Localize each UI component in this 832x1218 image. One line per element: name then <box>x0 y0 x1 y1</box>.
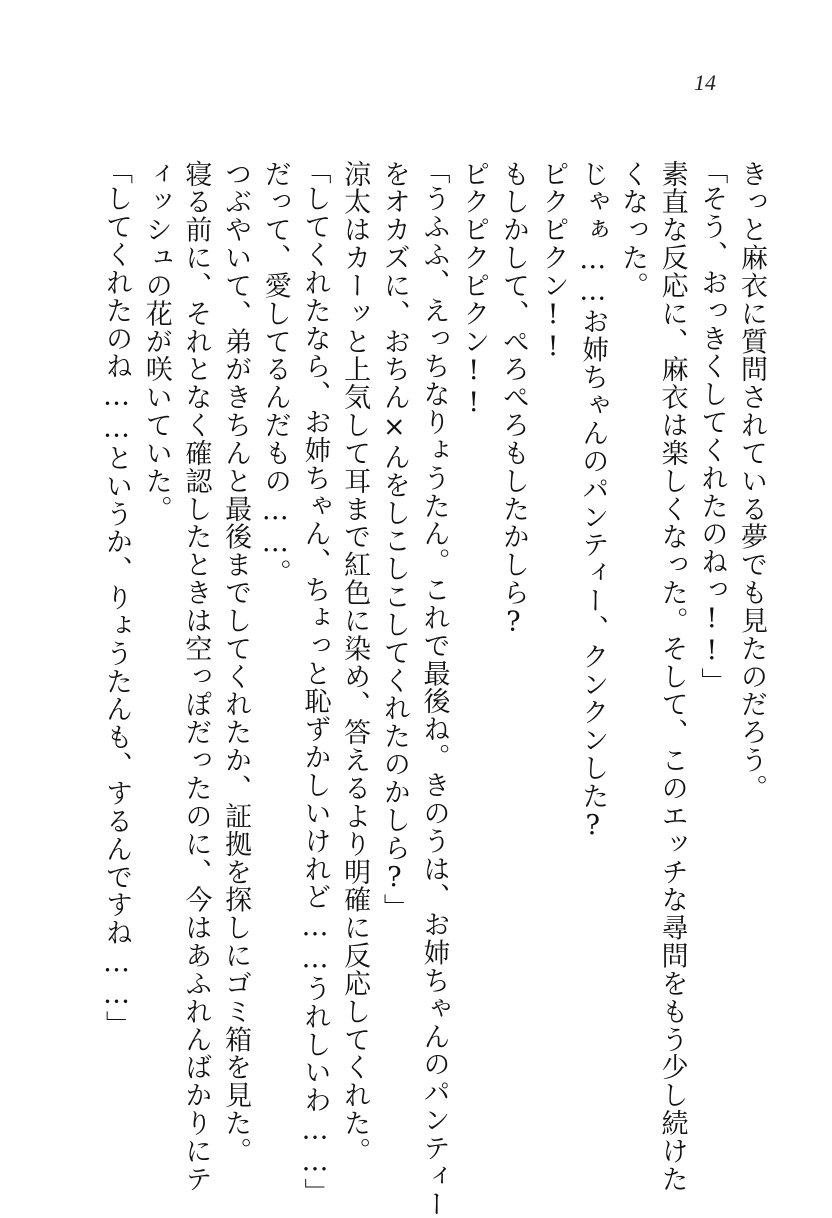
body-text <box>100 157 767 1218</box>
text-line: 「そう、おっきくしてくれたのねっ!!」 <box>696 157 728 696</box>
text-line: くなった。 <box>616 160 648 300</box>
text-line: 「してくれたなら、お姉ちゃん、ちょっと恥ずかしいけれど……うれしいわ……」 <box>299 157 331 1207</box>
page-number: 14 <box>694 70 716 95</box>
text-line: 寝る前に、それとなく確認したときは空っぽだったのに、今はあふれんばかりにテ <box>180 160 212 1194</box>
text-line: ピクピクン!! <box>537 160 569 364</box>
text-line: をオカズに、おちん×んをしこしこしてくれたのかしら?」 <box>378 160 410 922</box>
text-line: じゃぁ……お姉ちゃんのパンティー、クンクンした? <box>577 160 609 843</box>
text-line: 涼太はカーッと上気して耳まで紅色に染め、答えるより明確に反応してくれた。 <box>339 160 371 1166</box>
text-line: 素直な反応に、麻衣は楽しくなった。そして、このエッチな尋問をもう少し続けた <box>656 160 688 1194</box>
text-line: ィッシュの花が咲いていた。 <box>140 160 172 523</box>
text-line: 「してくれたのね……というか、りょうたんも、するんですね……」 <box>101 157 132 1039</box>
text-line: もしかして、ぺろぺろもしたかしら? <box>497 160 529 639</box>
text-line: ピクピクピクン!! <box>458 160 490 420</box>
text-line: だって、愛してるんだもの……。 <box>259 160 291 587</box>
text-line: 「うふふ、えっちなりょうたん。これで最後ね。きのうは、お姉ちゃんのパンティー <box>418 157 450 1218</box>
text-line: つぶやいて、弟がきちんと最後までしてくれたか、証拠を探しにゴミ箱を見た。 <box>220 160 252 1166</box>
text-line: きっと麻衣に質問されている夢でも見たのだろう。 <box>736 160 767 803</box>
